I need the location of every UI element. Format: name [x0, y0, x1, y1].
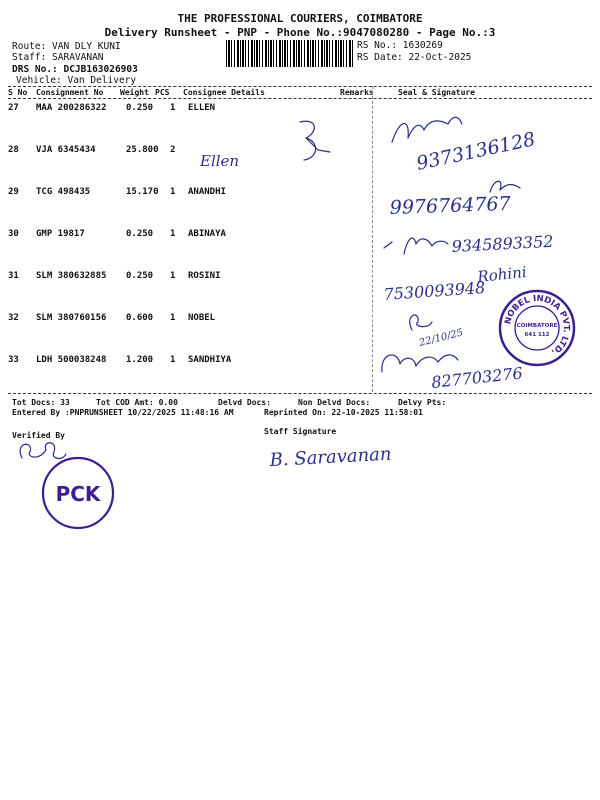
- row-consignment: SLM 380760156: [36, 313, 107, 323]
- col-weight: Weight: [120, 88, 149, 97]
- row-sno: 33: [8, 355, 19, 365]
- date-32: 22/10/25: [418, 327, 465, 349]
- row-consignee: ELLEN: [188, 103, 216, 113]
- row-consignee: SANDHIYA: [188, 355, 232, 365]
- col-sno: S No: [8, 88, 28, 97]
- entered-by: Entered By :PNPRUNSHEET 10/22/2025 11:48:16 AM: [12, 408, 234, 417]
- vehicle-label: Vehicle: Van Delivery: [16, 75, 137, 86]
- verified-by-label: Verified By: [12, 431, 65, 440]
- row-pcs: 1: [170, 271, 176, 281]
- col-remarks: Remarks: [340, 88, 374, 97]
- staff-signature-label: Staff Signature: [264, 427, 337, 436]
- row-pcs: 1: [170, 355, 176, 365]
- row-weight: 0.250: [126, 271, 154, 281]
- col-consignee: Consignee Details: [183, 88, 265, 97]
- row-consignee: ANANDHI: [188, 187, 226, 197]
- rohini-signature: Rohini: [476, 262, 528, 286]
- row-pcs: 1: [170, 313, 176, 323]
- row-weight: 0.250: [126, 103, 154, 113]
- row-consignment: VJA 6345434: [36, 145, 96, 155]
- reprinted-on: Reprinted On: 22-10-2025 11:58:01: [264, 408, 423, 417]
- signature-32: [410, 315, 432, 330]
- row-sno: 30: [8, 229, 19, 239]
- row-pcs: 2: [170, 145, 176, 155]
- drs-number: DRS No.: DCJB163026903: [12, 64, 138, 75]
- nobel-stamp-ring-text: NOBEL INDIA PVT. LTD.: [503, 293, 572, 357]
- phone-30: 9345893352: [451, 231, 554, 256]
- company-title: THE PROFESSIONAL COURIERS, COIMBATORE: [177, 12, 423, 25]
- signature-27: [392, 117, 462, 142]
- phone-27: 9373136128: [414, 128, 538, 175]
- row-sno: 31: [8, 271, 19, 281]
- staff-signature-handwritten: B. Saravanan: [269, 443, 392, 471]
- col-pcs: PCS: [155, 88, 170, 97]
- row-sno: 32: [8, 313, 19, 323]
- signature-33: [382, 355, 458, 372]
- route-label: Route: VAN DLY KUNI: [12, 41, 121, 52]
- total-docs: Tot Docs: 33: [12, 398, 70, 407]
- row-sno: 27: [8, 103, 19, 113]
- row-weight: 0.250: [126, 229, 154, 239]
- nobel-stamp-city: COIMBATORE: [516, 323, 558, 329]
- row-weight: 15.170: [126, 187, 159, 197]
- staff-label: Staff: SARAVANAN: [12, 52, 104, 63]
- nobel-stamp-pin: 641 112: [524, 332, 550, 338]
- rs-date: RS Date: 22-Oct-2025: [357, 52, 472, 63]
- row-sno: 28: [8, 145, 19, 155]
- phone-31: 7530093948: [382, 277, 486, 304]
- bracket-mark: [300, 121, 330, 160]
- phone-33: 827703276: [430, 363, 524, 392]
- row-weight: 0.600: [126, 313, 154, 323]
- row-pcs: 1: [170, 103, 176, 113]
- row-consignment: LDH 500038248: [36, 355, 107, 365]
- pck-stamp-text: PCK: [55, 482, 101, 506]
- row-consignment: TCG 498435: [36, 187, 91, 197]
- signature-29: [490, 181, 520, 192]
- row-pcs: 1: [170, 187, 176, 197]
- phone-29: 9976764767: [389, 192, 511, 219]
- rs-number: RS No.: 1630269: [357, 40, 443, 51]
- row-pcs: 1: [170, 229, 176, 239]
- row-consignee: ABINAYA: [188, 229, 226, 239]
- row-consignee: ROSINI: [188, 271, 221, 281]
- row-sno: 29: [8, 187, 19, 197]
- col-consignment: Consignment No: [36, 88, 104, 97]
- row-consignment: GMP 19817: [36, 229, 85, 239]
- row-consignment: MAA 200286322: [36, 103, 107, 113]
- pck-stamp: [43, 458, 113, 528]
- row-consignment: SLM 380632885: [36, 271, 107, 281]
- row-weight: 1.200: [126, 355, 154, 365]
- delivered-docs: Delvd Docs:: [218, 398, 271, 407]
- non-delivered-docs: Non Delvd Docs:: [298, 398, 371, 407]
- verified-initials: [20, 443, 66, 459]
- delivery-points: Delvy Pts:: [398, 398, 447, 407]
- row-consignee: NOBEL: [188, 313, 216, 323]
- total-cod: Tot COD Amt: 0.00: [96, 398, 178, 407]
- col-seal: Seal & Signature: [398, 88, 476, 97]
- row-weight: 25.800: [126, 145, 159, 155]
- runsheet-subtitle: Delivery Runsheet - PNP - Phone No.:9047080280 - Page No.:3: [104, 26, 496, 39]
- ellen-handwritten: Ellen: [200, 152, 240, 170]
- signature-30: [384, 238, 448, 254]
